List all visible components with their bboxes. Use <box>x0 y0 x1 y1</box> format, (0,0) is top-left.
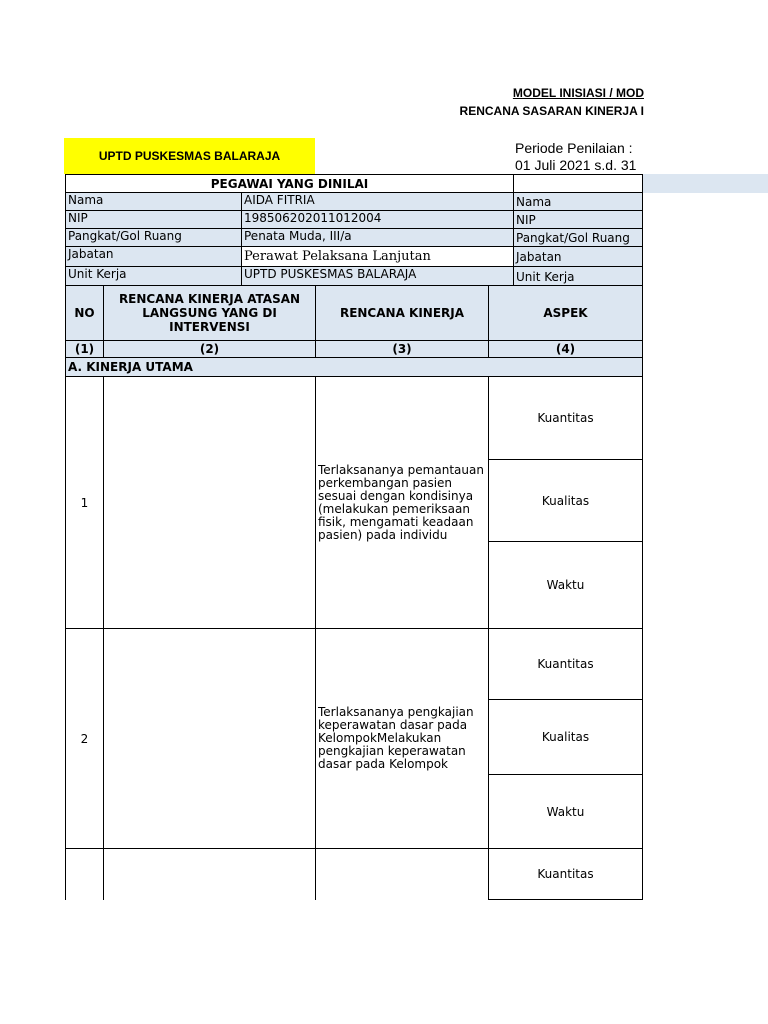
employee-right-label-jabatan: Jabatan <box>513 246 643 267</box>
row-1-aspek-kualitas: Kualitas <box>488 459 643 542</box>
row-2-aspek-kuantitas: Kuantitas <box>488 628 643 700</box>
row-1-rk-atasan <box>103 376 316 629</box>
employee-right-label-nip: NIP <box>513 210 643 229</box>
organization-label: UPTD PUSKESMAS BALARAJA <box>64 138 315 174</box>
row-2-rencana-kinerja: Terlaksananya pengkajian keperawatan dasar pada KelompokMelakukan pengkajian keperawatan dasar pada Kelompok <box>315 628 489 849</box>
row-3-rk-atasan <box>103 848 316 900</box>
employee-right-label-pangkat: Pangkat/Gol Ruang <box>513 228 643 247</box>
period-label: Periode Penilaian : <box>515 140 633 156</box>
header-rencana-kinerja: RENCANA KINERJA <box>315 285 489 341</box>
row-2-no: 2 <box>65 628 104 849</box>
employee-value-pangkat: Penata Muda, III/a <box>241 228 514 247</box>
employee-label-nama: Nama <box>65 192 242 211</box>
col-number-4: (4) <box>488 340 643 358</box>
employee-value-unit-kerja: UPTD PUSKESMAS BALARAJA <box>241 266 514 286</box>
col-number-1: (1) <box>65 340 104 358</box>
employee-value-nama: AIDA FITRIA <box>241 192 514 211</box>
row-3-rencana-kinerja <box>315 848 489 900</box>
section-kinerja-utama: A. KINERJA UTAMA <box>65 357 643 377</box>
employee-value-jabatan: Perawat Pelaksana Lanjutan <box>241 246 514 267</box>
row-3-aspek-kuantitas: Kuantitas <box>488 848 643 900</box>
employee-label-pangkat: Pangkat/Gol Ruang <box>65 228 242 247</box>
employee-section-right-cell <box>513 174 643 193</box>
row-2-aspek-waktu: Waktu <box>488 774 643 849</box>
employee-right-label-nama: Nama <box>513 192 643 211</box>
row-1-rencana-kinerja: Terlaksananya pemantauan perkembangan pasien sesuai dengan kondisinya (melakukan pemeriksaan fisik, mengamati keadaan pasien) pada individu <box>315 376 489 629</box>
document-title: MODEL INISIASI / MOD <box>512 86 644 100</box>
row-1-no: 1 <box>65 376 104 629</box>
row-2-aspek-kualitas: Kualitas <box>488 699 643 775</box>
employee-value-nip: 198506202011012004 <box>241 210 514 229</box>
header-no: NO <box>65 285 104 341</box>
header-rk-atasan: RENCANA KINERJA ATASAN LANGSUNG YANG DI INTERVENSI <box>103 285 316 341</box>
document-subtitle: RENCANA SASARAN KINERJA I <box>459 104 644 118</box>
employee-section-title: PEGAWAI YANG DINILAI <box>65 174 514 193</box>
employee-label-nip: NIP <box>65 210 242 229</box>
row-2-rk-atasan <box>103 628 316 849</box>
col-number-2: (2) <box>103 340 316 358</box>
col-number-3: (3) <box>315 340 489 358</box>
period-value: 01 Juli 2021 s.d. 31 <box>515 157 637 173</box>
employee-label-jabatan: Jabatan <box>65 246 242 267</box>
header-aspek: ASPEK <box>488 285 643 341</box>
row-1-aspek-kuantitas: Kuantitas <box>488 376 643 460</box>
row-1-aspek-waktu: Waktu <box>488 541 643 629</box>
employee-right-label-unit-kerja: Unit Kerja <box>513 266 643 286</box>
spreadsheet-fill-strip <box>642 174 768 193</box>
row-3-no <box>65 848 104 900</box>
employee-label-unit-kerja: Unit Kerja <box>65 266 242 286</box>
